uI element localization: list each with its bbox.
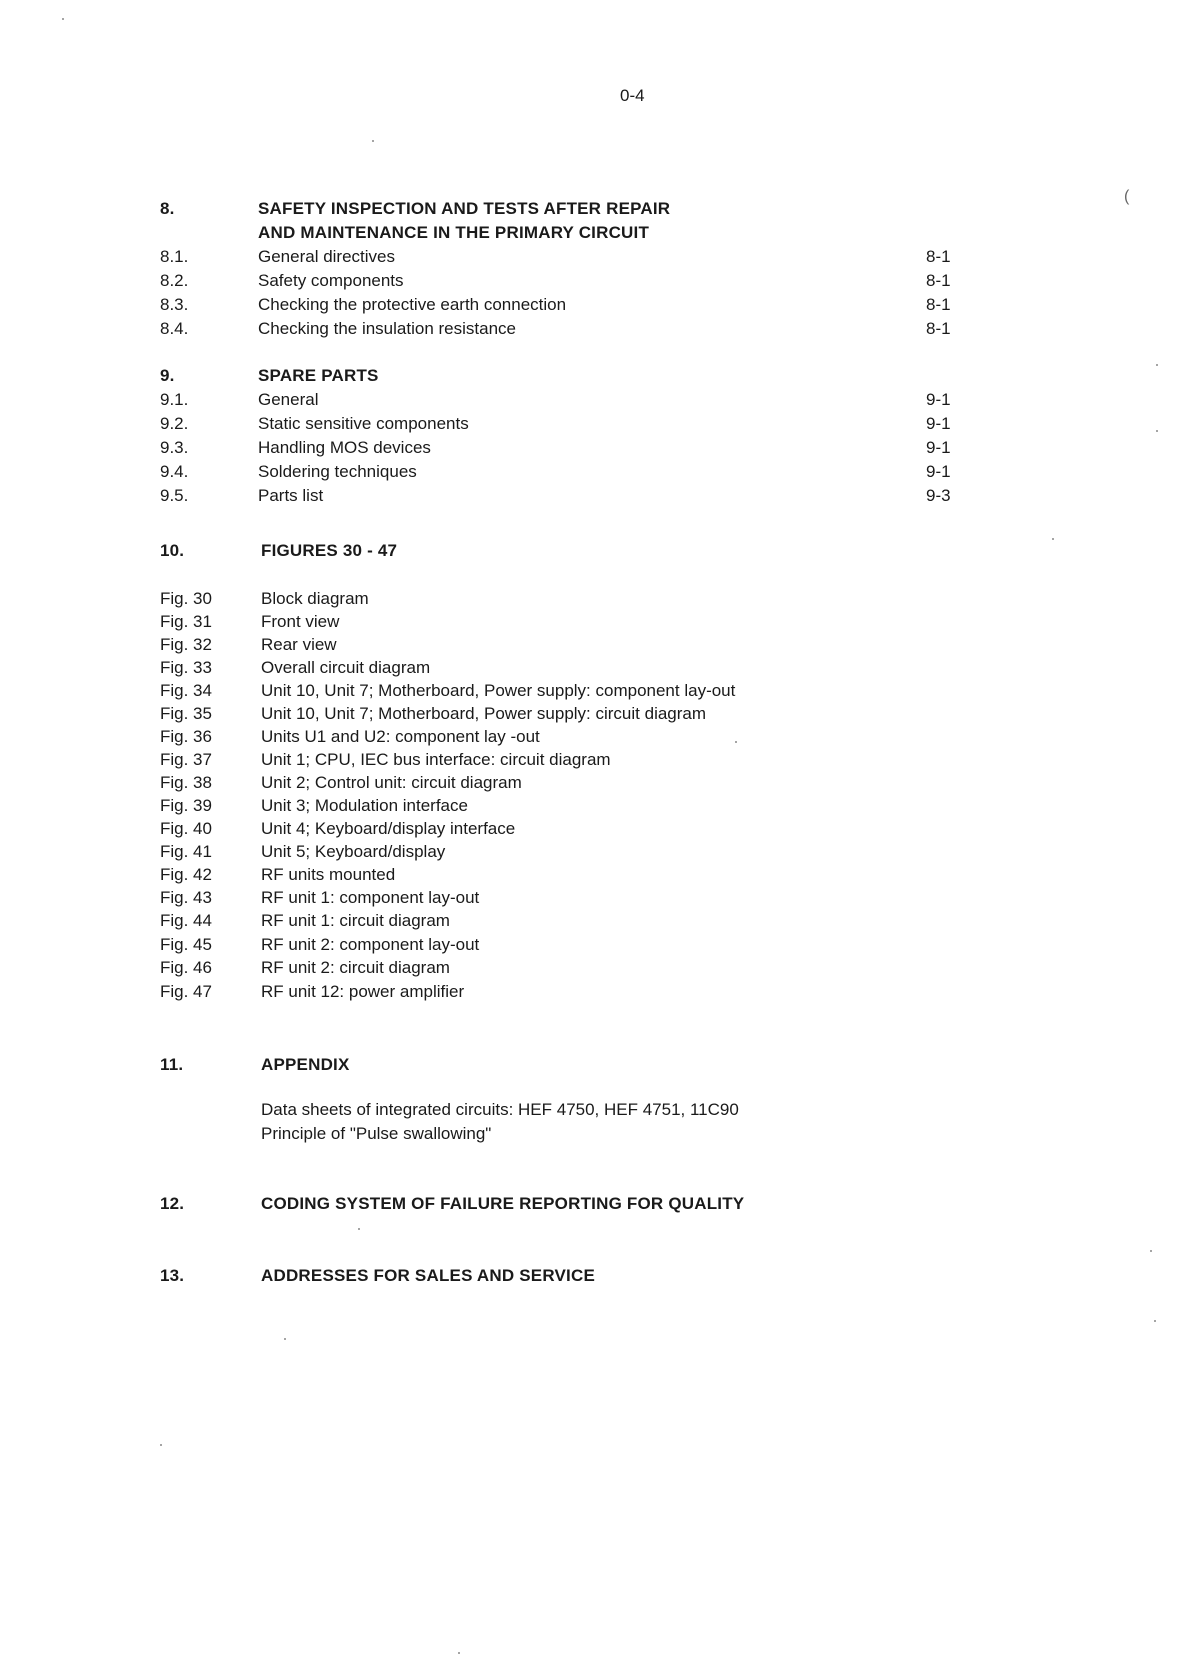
page-number: 0-4 [620,86,645,105]
figure-entry [0,702,1190,726]
toc-entry [0,317,1190,341]
entry-title: Handling MOS devices [258,438,431,457]
entry-number: 8.2. [160,271,189,290]
appendix-line [0,1122,1190,1146]
figure-number: Fig. 33 [160,658,212,677]
toc-entry [0,269,1190,293]
section-number: 9. [160,366,175,385]
section-number: 12. [160,1194,185,1213]
figure-entry [0,840,1190,864]
entry-number: 9.5. [160,486,189,505]
scan-speck [1156,364,1158,366]
entry-title: General directives [258,247,396,266]
figure-title: RF unit 2: circuit diagram [261,958,450,977]
figure-number: Fig. 31 [160,612,212,631]
entry-page: 9-1 [926,438,951,457]
entry-page: 8-1 [926,295,951,314]
figure-title: Rear view [261,635,337,654]
toc-entry [0,460,1190,484]
entry-title: General [258,390,319,409]
appendix-line [0,1098,1190,1122]
figure-entry [0,587,1190,611]
scan-speck [1052,538,1054,540]
figure-title: RF unit 2: component lay-out [261,935,480,954]
figure-entry [0,863,1190,887]
figure-entry [0,909,1190,933]
section-12-heading [0,1192,1190,1216]
figure-entry [0,980,1190,1004]
section-13-heading [0,1264,1190,1288]
section-number: 10. [160,541,185,560]
figure-entry [0,817,1190,841]
figure-number: Fig. 40 [160,819,212,838]
figure-entry [0,610,1190,634]
scan-speck [1150,1250,1152,1252]
scan-speck [372,140,374,142]
figure-entry [0,725,1190,749]
entry-title: Parts list [258,486,324,505]
figure-number: Fig. 32 [160,635,212,654]
entry-page: 9-3 [926,486,951,505]
scan-speck [1154,1320,1156,1322]
figure-number: Fig. 35 [160,704,212,723]
scan-mark: ( [1124,188,1130,205]
entry-number: 9.4. [160,462,189,481]
section-number: 8. [160,199,175,218]
figure-entry [0,886,1190,910]
section-title: SPARE PARTS [258,366,379,385]
entry-page: 9-1 [926,414,951,433]
figure-number: Fig. 39 [160,796,212,815]
toc-entry [0,412,1190,436]
figure-entry [0,771,1190,795]
figure-title: RF unit 12: power amplifier [261,982,465,1001]
entry-title: Checking the protective earth connection [258,295,567,314]
toc-entry [0,436,1190,460]
entry-number: 8.3. [160,295,189,314]
section-title: FIGURES 30 - 47 [261,541,398,560]
figure-number: Fig. 36 [160,727,212,746]
figure-number: Fig. 30 [160,589,212,608]
toc-entry [0,388,1190,412]
entry-title: Soldering techniques [258,462,417,481]
figure-number: Fig. 37 [160,750,212,769]
figure-title: Block diagram [261,589,369,608]
scan-speck [160,1444,162,1446]
figure-title: Unit 4; Keyboard/display interface [261,819,516,838]
figure-title: Unit 2; Control unit: circuit diagram [261,773,522,792]
figure-entry [0,748,1190,772]
scan-speck [735,741,737,743]
figure-entry [0,656,1190,680]
figure-entry [0,933,1190,957]
section-11-heading [0,1053,1190,1077]
figure-number: Fig. 42 [160,865,212,884]
scan-speck [62,18,64,20]
figure-title: RF units mounted [261,865,396,884]
toc-entry [0,245,1190,269]
figure-number: Fig. 34 [160,681,212,700]
section-title: APPENDIX [261,1055,350,1074]
section-8-heading [0,197,1190,221]
figure-number: Fig. 45 [160,935,212,954]
figure-title: Unit 1; CPU, IEC bus interface: circuit diagram [261,750,611,769]
figure-title: RF unit 1: circuit diagram [261,911,450,930]
section-10-heading [0,539,1190,563]
entry-number: 9.1. [160,390,189,409]
figure-title: RF unit 1: component lay-out [261,888,480,907]
entry-number: 9.3. [160,438,189,457]
scan-speck [358,1228,360,1230]
figure-number: Fig. 47 [160,982,212,1001]
toc-entry [0,293,1190,317]
figure-entry [0,956,1190,980]
entry-number: 8.4. [160,319,189,338]
figure-title: Overall circuit diagram [261,658,431,677]
entry-title: Checking the insulation resistance [258,319,516,338]
entry-number: 9.2. [160,414,189,433]
figure-number: Fig. 41 [160,842,212,861]
figure-title: Unit 10, Unit 7; Motherboard, Power supply: component lay-out [261,681,736,700]
section-number: 13. [160,1266,185,1285]
entry-page: 8-1 [926,271,951,290]
entry-title: Static sensitive components [258,414,469,433]
figure-title: Unit 3; Modulation interface [261,796,468,815]
figure-entry [0,679,1190,703]
figure-number: Fig. 44 [160,911,212,930]
appendix-text: Principle of "Pulse swallowing" [261,1124,492,1143]
figure-entry [0,794,1190,818]
scan-speck [284,1338,286,1340]
scan-speck [458,1652,460,1654]
entry-page: 8-1 [926,247,951,266]
scan-speck [1156,430,1158,432]
entry-page: 9-1 [926,462,951,481]
section-title-cont: AND MAINTENANCE IN THE PRIMARY CIRCUIT [258,223,650,242]
section-8-heading-cont [0,221,1190,245]
figure-entry [0,633,1190,657]
figure-title: Units U1 and U2: component lay -out [261,727,540,746]
entry-number: 8.1. [160,247,189,266]
figure-number: Fig. 38 [160,773,212,792]
section-number: 11. [160,1055,184,1074]
figure-number: Fig. 43 [160,888,212,907]
figure-title: Front view [261,612,340,631]
appendix-text: Data sheets of integrated circuits: HEF 4750, HEF 4751, 11C90 [261,1100,739,1119]
entry-page: 9-1 [926,390,951,409]
section-9-heading [0,364,1190,388]
entry-title: Safety components [258,271,404,290]
figure-title: Unit 5; Keyboard/display [261,842,446,861]
entry-page: 8-1 [926,319,951,338]
section-title: ADDRESSES FOR SALES AND SERVICE [261,1266,595,1285]
figure-title: Unit 10, Unit 7; Motherboard, Power supply: circuit diagram [261,704,707,723]
figure-number: Fig. 46 [160,958,212,977]
section-title: SAFETY INSPECTION AND TESTS AFTER REPAIR [258,199,671,218]
toc-entry [0,484,1190,508]
section-title: CODING SYSTEM OF FAILURE REPORTING FOR QUALITY [261,1194,745,1213]
